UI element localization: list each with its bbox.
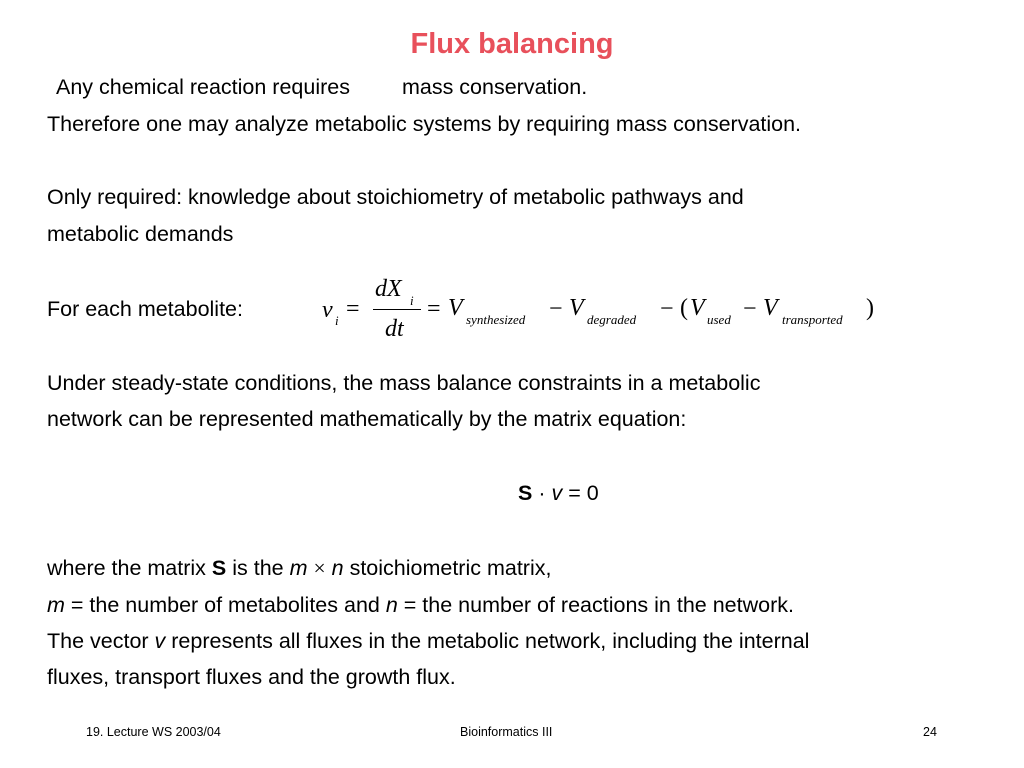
- intro-line-1-part-2: mass conservation.: [401, 75, 588, 99]
- eq-sub-degraded: degraded: [587, 312, 637, 327]
- eq-paren-close: ): [866, 295, 874, 321]
- m-line-text-2: = the number of reactions in the network.: [397, 593, 794, 617]
- where-text-2: is the: [226, 556, 290, 580]
- eq-fraction-line: [373, 309, 421, 310]
- vector-line-2: fluxes, transport fluxes and the growth flux.: [47, 665, 456, 689]
- eq-sub-transported: transported: [782, 312, 843, 327]
- eq-minus-2: −: [660, 296, 674, 322]
- footer-lecture: 19. Lecture WS 2003/04: [86, 725, 221, 739]
- eq-equals-2: =: [427, 296, 441, 322]
- matrix-equals-zero: = 0: [568, 481, 599, 505]
- eq-sub-synthesized: synthesized: [466, 312, 526, 327]
- eq-V-synthesized: V: [448, 295, 463, 321]
- steady-line-2: network can be represented mathematically by the matrix equation:: [47, 407, 687, 431]
- required-line-1: Only required: knowledge about stoichiometry of metabolic pathways and: [47, 185, 744, 209]
- where-m: m: [289, 556, 308, 580]
- intro-line-2: Therefore one may analyze metabolic systems by requiring mass conservation.: [47, 112, 802, 136]
- matrix-dot: ·: [538, 481, 546, 505]
- where-S: S: [211, 556, 227, 580]
- vector-text-2: represents all fluxes in the metabolic network, including the internal: [165, 629, 810, 653]
- metabolite-label: For each metabolite:: [47, 297, 243, 321]
- intro-line-1-part-1: Any chemical reaction requires: [56, 75, 350, 99]
- matrix-equation: [518, 480, 599, 506]
- eq-V-used: V: [690, 295, 705, 321]
- eq-denominator: dt: [385, 316, 404, 342]
- steady-line-1: Under steady-state conditions, the mass balance constraints in a metabolic: [47, 371, 761, 395]
- eq-equals: =: [346, 296, 360, 322]
- slide-title: Flux balancing: [410, 28, 614, 60]
- eq-sub-used: used: [707, 312, 731, 327]
- eq-minus-1: −: [549, 296, 563, 322]
- eq-minus-3: −: [743, 296, 757, 322]
- vector-v: v: [551, 481, 563, 505]
- vector-text-1: The vector: [47, 629, 155, 653]
- vector-line-1: [47, 628, 809, 654]
- m-var: m: [47, 593, 65, 617]
- m-line: [47, 592, 794, 618]
- eq-numerator: dX: [375, 276, 402, 302]
- eq-v: v: [322, 297, 333, 323]
- where-text-3: stoichiometric matrix,: [343, 556, 552, 580]
- footer-page-number: 24: [923, 725, 937, 739]
- where-line: [47, 555, 551, 581]
- eq-V-transported: V: [763, 295, 778, 321]
- eq-V-degraded: V: [569, 295, 584, 321]
- required-line-2: metabolic demands: [47, 222, 234, 246]
- footer-course: Bioinformatics III: [460, 725, 553, 739]
- m-line-text-1: = the number of metabolites and: [64, 593, 386, 617]
- where-n: n: [331, 556, 344, 580]
- eq-paren-open: (: [680, 295, 688, 321]
- n-var: n: [385, 593, 398, 617]
- where-text-1: where the matrix: [47, 556, 212, 580]
- matrix-S: S: [518, 481, 533, 505]
- where-times: ×: [313, 556, 326, 580]
- eq-numerator-sub-i: i: [410, 293, 414, 308]
- eq-v-sub-i: i: [335, 313, 339, 328]
- vector-var: v: [154, 629, 166, 653]
